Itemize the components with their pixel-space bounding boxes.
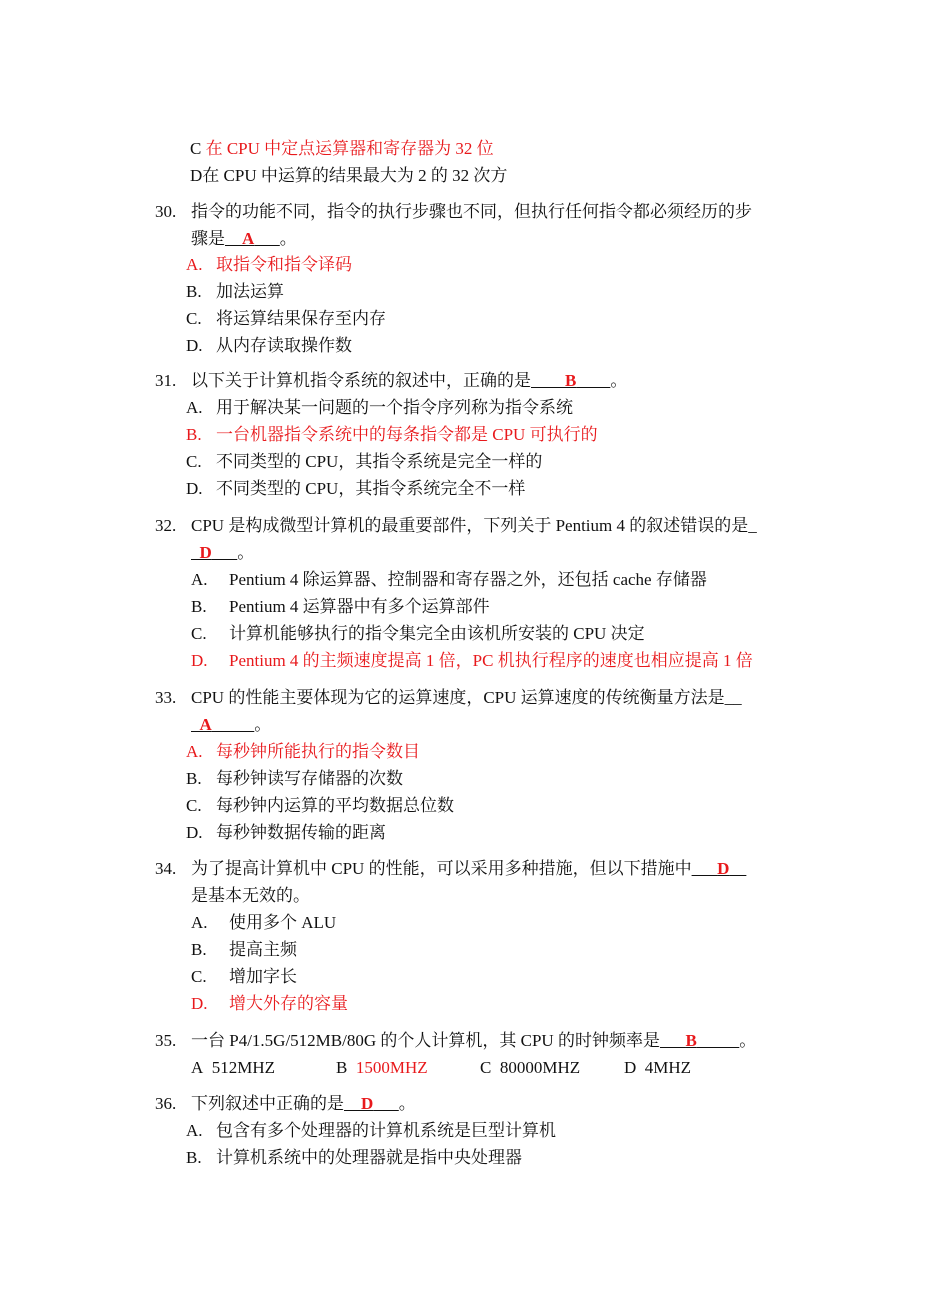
option-c: [186, 451, 542, 473]
option-text: 提高主频: [229, 940, 297, 959]
question-34-text: [191, 858, 746, 880]
option-label: C: [190, 139, 202, 158]
question-text: 为了提高计算机中 CPU 的性能，可以采用多种措施，但以下措施中: [191, 859, 692, 878]
answer-blank: [660, 1031, 739, 1050]
option-label: C.: [186, 452, 202, 471]
option-label: C.: [186, 309, 202, 328]
answer-blank: [692, 859, 747, 878]
option-label: C.: [186, 796, 202, 815]
option-c: [191, 623, 645, 645]
option-label: B.: [186, 282, 202, 301]
option-c: [186, 795, 454, 817]
option-text: 4MHZ: [644, 1058, 692, 1077]
answer-blank: [191, 543, 237, 562]
option-b: [186, 424, 598, 446]
question-32-text: CPU 是构成微型计算机的最重要部件，下列关于 Pentium 4 的叙述错误的是_: [191, 516, 757, 535]
question-number: 35.: [155, 1031, 177, 1050]
question-end: 。: [739, 1031, 757, 1050]
option-b: [186, 768, 403, 790]
question-end: 。: [279, 229, 297, 248]
question-32-line2: [191, 542, 254, 564]
option-label: B.: [186, 769, 202, 788]
option-text: 每秒钟内运算的平均数据总位数: [216, 796, 454, 815]
option-c: [191, 966, 297, 988]
answer-letter: D: [361, 1094, 374, 1113]
option-label: C.: [191, 967, 207, 986]
option-c-prev: [190, 138, 494, 160]
option-d: [186, 822, 386, 844]
answer-blank: [531, 371, 610, 390]
option-label: D.: [186, 479, 203, 498]
answer-letter: A: [199, 715, 212, 734]
option-label: B.: [191, 597, 207, 616]
option-label: D: [190, 166, 203, 185]
option-text: 一台机器指令系统中的每条指令都是 CPU 可执行的: [216, 425, 598, 444]
option-label: D.: [191, 994, 208, 1013]
option-label: A.: [186, 255, 203, 274]
option-text: 每秒钟读写存储器的次数: [216, 769, 403, 788]
answer-blank: [191, 715, 254, 734]
option-label: B: [336, 1058, 348, 1077]
option-label: A.: [191, 913, 208, 932]
option-text: 将运算结果保存至内存: [216, 309, 386, 328]
option-text: Pentium 4 除运算器、控制器和寄存器之外，还包括 cache 存储器: [229, 570, 707, 589]
option-text: 每秒钟数据传输的距离: [216, 823, 386, 842]
option-text: 计算机能够执行的指令集完全由该机所安装的 CPU 决定: [229, 624, 645, 643]
question-30-line2: [191, 228, 297, 250]
question-text: 以下关于计算机指令系统的叙述中，正确的是: [191, 371, 531, 390]
question-33-text: CPU 的性能主要体现为它的运算速度，CPU 运算速度的传统衡量方法是__: [191, 688, 742, 707]
option-c: [480, 1057, 580, 1079]
option-label: D.: [186, 336, 203, 355]
option-b: [191, 596, 490, 618]
option-label: A.: [186, 398, 203, 417]
option-a: [191, 912, 336, 934]
option-label: B.: [186, 425, 202, 444]
option-label: A.: [186, 1121, 203, 1140]
option-text: 增大外存的容量: [229, 994, 348, 1013]
option-b: [186, 1147, 522, 1169]
option-text: 不同类型的 CPU，其指令系统是完全一样的: [216, 452, 543, 471]
option-text: 不同类型的 CPU，其指令系统完全不一样: [216, 479, 526, 498]
option-text: Pentium 4 运算器中有多个运算部件: [229, 597, 490, 616]
option-label: B.: [186, 1148, 202, 1167]
option-label: D.: [186, 823, 203, 842]
question-33-line2: [191, 714, 271, 736]
option-d: [186, 335, 352, 357]
question-end: 。: [254, 715, 272, 734]
option-d: [186, 478, 525, 500]
option-a: [186, 1120, 556, 1142]
option-d-prev: [190, 165, 507, 187]
answer-letter: B: [685, 1031, 697, 1050]
question-text: 一台 P4/1.5G/512MB/80G 的个人计算机，其 CPU 的时钟频率是: [191, 1031, 660, 1050]
option-text: 80000MHZ: [499, 1058, 581, 1077]
option-a: [186, 741, 420, 763]
answer-letter: D: [717, 859, 730, 878]
option-text: 每秒钟所能执行的指令数目: [216, 742, 420, 761]
option-label: C: [480, 1058, 492, 1077]
option-text: 512MHZ: [211, 1058, 276, 1077]
question-35-text: [191, 1030, 756, 1052]
question-30-text: 指令的功能不同，指令的执行步骤也不同，但执行任何指令都必须经历的步: [191, 202, 752, 221]
option-text: 在 CPU 中运算的结果最大为 2 的 32 次方: [202, 166, 508, 185]
option-b: [186, 281, 284, 303]
question-number: 30.: [155, 202, 177, 221]
question-text: 骤是: [191, 229, 225, 248]
option-label: A: [191, 1058, 204, 1077]
option-text: 计算机系统中的处理器就是指中央处理器: [216, 1148, 522, 1167]
question-end: 。: [610, 371, 628, 390]
answer-letter: A: [242, 229, 255, 248]
question-number: 32.: [155, 516, 177, 535]
option-c: [186, 308, 386, 330]
question-number: 34.: [155, 859, 177, 878]
option-d: [624, 1057, 691, 1079]
option-text: 增加字长: [229, 967, 297, 986]
question-31-text: [191, 370, 627, 392]
question-34-line2: 是基本无效的。: [191, 886, 310, 905]
answer-letter: D: [199, 543, 212, 562]
option-d: [191, 650, 753, 672]
option-a: [191, 569, 707, 591]
option-text: 使用多个 ALU: [229, 913, 337, 932]
option-label: D: [624, 1058, 637, 1077]
question-36-text: [191, 1093, 416, 1115]
option-label: A.: [191, 570, 208, 589]
option-label: A.: [186, 742, 203, 761]
option-text: 用于解决某一问题的一个指令序列称为指令系统: [216, 398, 573, 417]
option-text: 在 CPU 中定点运算器和寄存器为 32 位: [205, 139, 494, 158]
answer-letter: B: [565, 371, 577, 390]
option-text: 加法运算: [216, 282, 284, 301]
answer-blank: [344, 1094, 399, 1113]
answer-blank: [225, 229, 280, 248]
question-number: 36.: [155, 1094, 177, 1113]
option-a: [191, 1057, 275, 1079]
option-label: C.: [191, 624, 207, 643]
question-end: 。: [237, 543, 255, 562]
option-b: [336, 1057, 428, 1079]
question-end: 。: [398, 1094, 416, 1113]
option-text: 从内存读取操作数: [216, 336, 352, 355]
option-text: 1500MHZ: [355, 1058, 428, 1077]
option-a: [186, 254, 352, 276]
option-label: D.: [191, 651, 208, 670]
option-text: 取指令和指令译码: [216, 255, 352, 274]
option-text: Pentium 4 的主频速度提高 1 倍，PC 机执行程序的速度也相应提高 1 倍: [229, 651, 753, 670]
option-a: [186, 397, 573, 419]
option-d: [191, 993, 348, 1015]
option-label: B.: [191, 940, 207, 959]
question-number: 31.: [155, 371, 177, 390]
question-number: 33.: [155, 688, 177, 707]
option-b: [191, 939, 297, 961]
option-text: 包含有多个处理器的计算机系统是巨型计算机: [216, 1121, 556, 1140]
question-text: 下列叙述中正确的是: [191, 1094, 344, 1113]
